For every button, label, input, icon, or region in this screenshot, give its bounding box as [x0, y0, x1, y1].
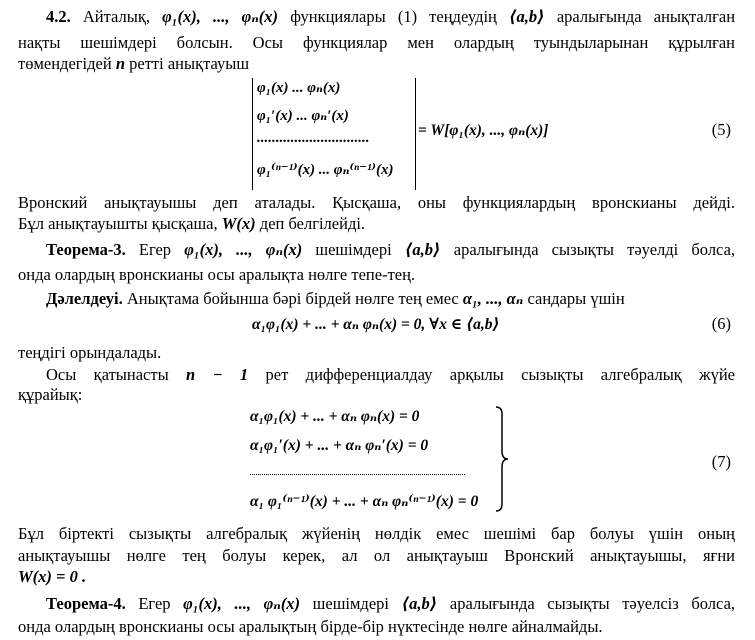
para2-line2 [18, 213, 735, 235]
proof-line-diff-end: құрайық: [18, 385, 83, 404]
theorem3-line2: онда олардың вронскианы осы аралықта нөлге тепе-тең. [18, 265, 416, 284]
equation-number-6: (6) [711, 314, 731, 333]
para3-line3: W(x) = 0 . [18, 567, 87, 586]
text: ретті анықтауыш [129, 54, 250, 73]
para3-line2: анықтауышы нөлге тең болуы керек, ал ол анықтауыш Вронский анықтауышы, яғни [18, 546, 735, 565]
math-interval: ⟨a,b⟩ [401, 594, 438, 613]
para1-line1 [46, 6, 735, 28]
theorem4-line1 [46, 593, 735, 615]
det-row-4: φ₁⁽ⁿ⁻¹⁾(x) ... φₙ⁽ⁿ⁻¹⁾(x) [257, 162, 394, 178]
text: функциялары (1) теңдеудің [290, 7, 497, 26]
text: шешімдері [315, 240, 392, 259]
text: Бұл анықтауышты қысқаша, [18, 214, 218, 233]
math-interval: ⟨a,b⟩ [509, 7, 545, 26]
after-eq6: теңдігі орындалады. [18, 343, 162, 362]
system-row-2: α₁φ₁′(x) + ... + αₙ φₙ′(x) = 0 [250, 437, 429, 454]
text: деп белгілейді. [259, 214, 366, 233]
proof-line-diff [46, 364, 735, 386]
proof-label: Дәлелдеуі. [46, 289, 123, 308]
text: Анықтама бойынша бәрі бірдей нөлге тең емес [126, 289, 459, 308]
text: аралығында сызықты тәуелсіз болса, [449, 594, 736, 613]
math-interval: ⟨a,b⟩ [404, 240, 441, 259]
text: Осы қатынасты [46, 365, 169, 384]
para1-line2: нақты шешімдері болсын. Осы функциялар мен олардың туындыларынан құрылған [18, 33, 735, 52]
para2-line1: Вронский анықтауышы деп аталады. Қысқаша, оны функциялардың вронскианы дейді. [18, 193, 735, 212]
determinant-rhs: = W[φ₁(x), ..., φₙ(x)] [418, 122, 549, 139]
theorem-label: Теорема-4. [46, 594, 126, 613]
math-alphas: α₁, ..., αₙ [462, 289, 524, 308]
wronskian-determinant [252, 78, 416, 190]
math-functions: φ₁(x), ..., φₙ(x) [183, 594, 301, 613]
system-row-4: α₁ φ₁⁽ⁿ⁻¹⁾(x) + ... + αₙ φₙ⁽ⁿ⁻¹⁾(x) = 0 [250, 493, 479, 510]
math-n: n [115, 54, 125, 73]
text: аралығында анықталған [556, 7, 736, 26]
det-row-dots: .............................. [257, 130, 370, 146]
text: Айталық, [82, 7, 150, 26]
text: сандары үшін [527, 289, 625, 308]
math-n-minus-1: n − 1 [186, 365, 249, 384]
math-functions: φ₁(x), ..., φₙ(x) [184, 240, 303, 259]
text: төмендегідей [18, 54, 112, 73]
theorem-label: Теорема-3. [46, 240, 126, 259]
para3-line1: Бұл біртекті сызықты алгебралық жүйенің нөлдік емес шешімі бар болуы үшін оның [18, 524, 735, 543]
text: аралығында сызықты тәуелді болса, [453, 240, 736, 259]
theorem3-line1 [46, 239, 735, 261]
text: шешімдері [312, 594, 389, 613]
text: рет дифференциалдау арқылы сызықты алгебралық жүйе [265, 365, 735, 384]
section-number: 4.2. [46, 7, 71, 26]
math-w: W(x) [221, 214, 256, 233]
system-row-1: α₁φ₁(x) + ... + αₙ φₙ(x) = 0 [250, 408, 420, 425]
proof-line1 [46, 288, 735, 310]
math-functions: φ₁(x), ..., φₙ(x) [162, 7, 279, 26]
right-brace-icon [494, 406, 510, 512]
text: Егер [138, 240, 172, 259]
para1-line3 [18, 53, 735, 75]
equation-number-7: (7) [711, 452, 731, 471]
theorem4-line2: онда олардың вронскианы осы аралықтың бірде-бір нүктесінде нөлге айналмайды. [18, 617, 603, 636]
det-row-2: φ₁′(x) ... φₙ′(x) [257, 108, 349, 124]
equation-6: α₁φ₁(x) + ... + αₙ φₙ(x) = 0, ∀x ∈ ⟨a,b⟩ [252, 316, 500, 333]
det-row-1: φ₁(x) ... φₙ(x) [257, 80, 341, 96]
text: Егер [138, 594, 171, 613]
equation-number-5: (5) [711, 120, 731, 139]
system-dotted-line [250, 474, 465, 475]
